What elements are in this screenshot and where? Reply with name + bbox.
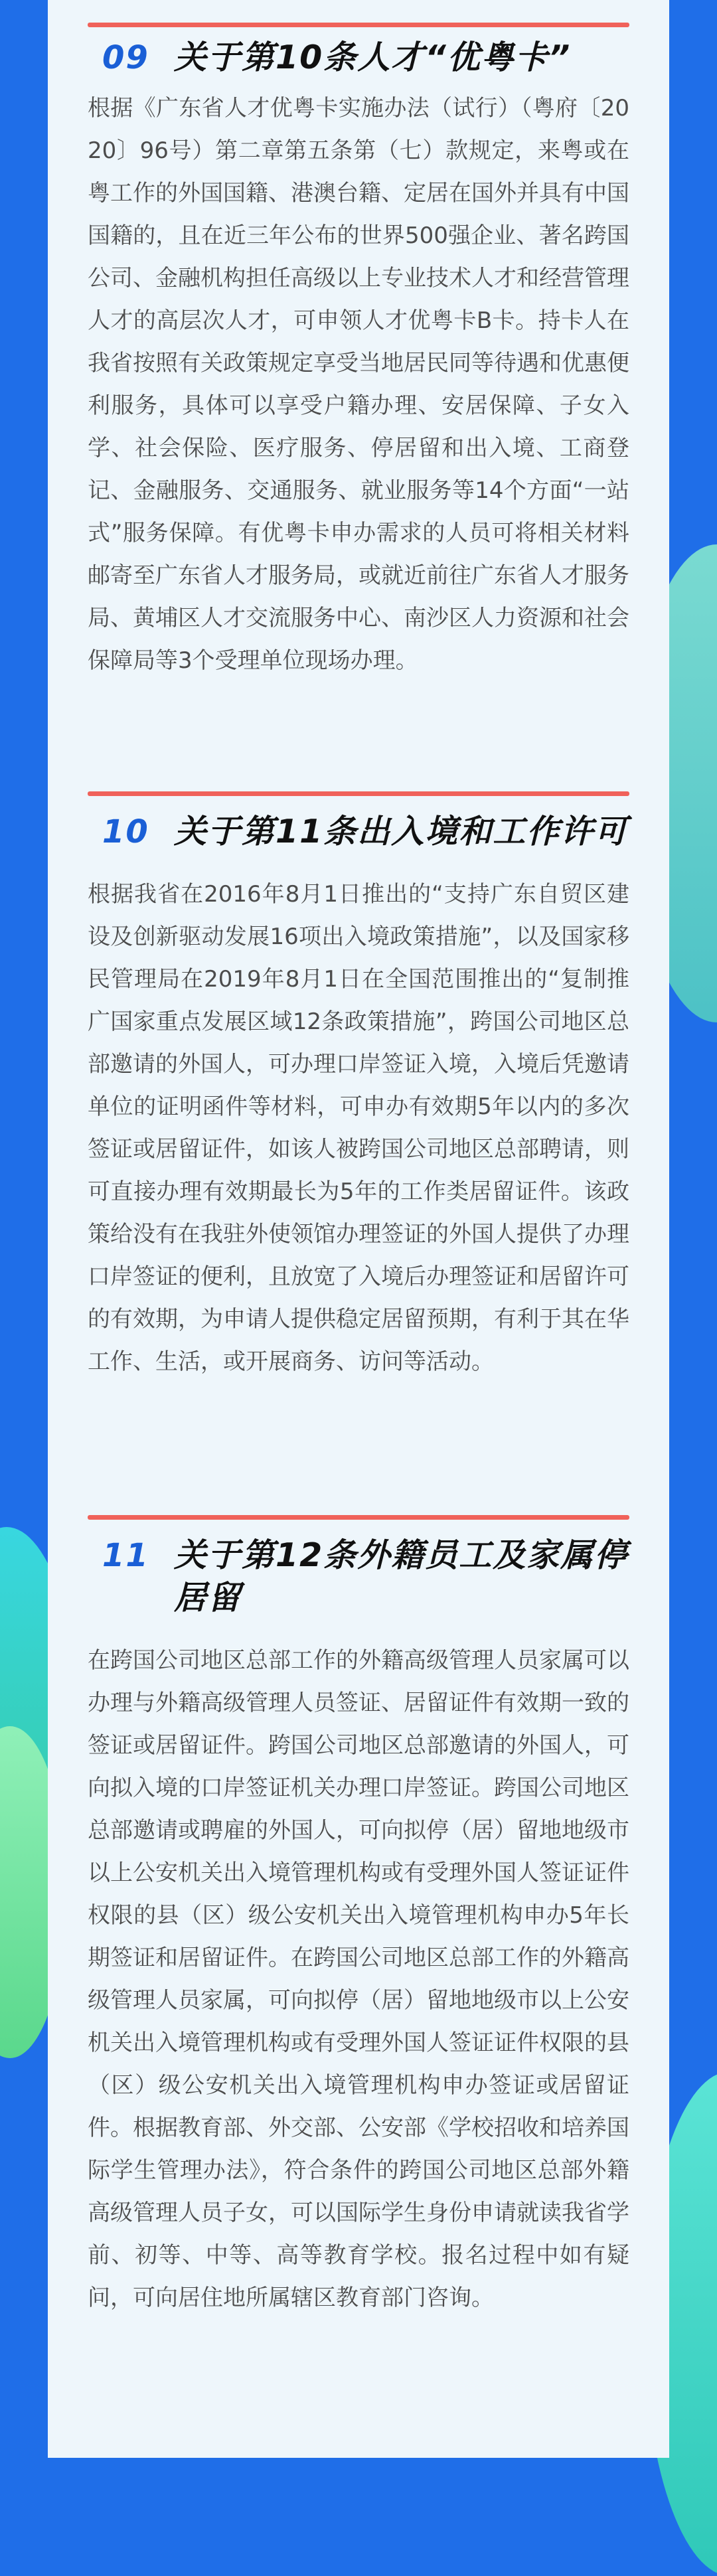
section-number: 11 <box>102 1537 149 1574</box>
section-divider <box>88 1515 629 1520</box>
section-title: 关于第10条人才“优粤卡” <box>174 39 572 76</box>
section-heading <box>88 37 629 79</box>
section-number: 09 <box>102 39 149 76</box>
section-heading <box>88 1534 629 1619</box>
section-divider <box>88 23 629 27</box>
section-title: 关于第11条出入境和工作许可 <box>174 813 629 850</box>
section-heading <box>88 811 629 853</box>
content-panel <box>48 0 669 2458</box>
section-number: 10 <box>102 813 149 850</box>
policy-section-10 <box>88 791 629 1383</box>
section-body: 根据我省在2016年8月1日推出的“支持广东自贸区建设及创新驱动发展16项出入境政策措施”，以及国家移民管理局在2019年8月1日在全国范围推出的“复制推广国家重点发展区域12条政策措施”，跨国公司地区总部邀请的外国人，可办理口岸签证入境，入境后凭邀请单位的证明函件等材料，可申办有效期5年以内的多次签证或居留证件，如该人被跨国公司地区总部聘请，则可直接办理有效期最长为5年的工作类居留证件。该政策给没有在我驻外使领馆办理签证的外国人提供了办理口岸签证的便利，且放宽了入境后办理签证和居留许可的有效期，为申请人提供稳定居留预期，有利于其在华工作、生活，或开展商务、访问等活动。 <box>88 881 629 1375</box>
section-body: 在跨国公司地区总部工作的外籍高级管理人员家属可以办理与外籍高级管理人员签证、居留证件有效期一致的签证或居留证件。跨国公司地区总部邀请的外国人，可向拟入境的口岸签证机关办理口岸签证。跨国公司地区总部邀请或聘雇的外国人，可向拟停（居）留地地级市以上公安机关出入境管理机构或有受理外国人签证证件权限的县（区）级公安机关出入境管理机构申办5年长期签证和居留证件。在跨国公司地区总部工作的外籍高级管理人员家属，可向拟停（居）留地地级市以上公安机关出入境管理机构或有受理外国人签证证件权限的县（区）级公安机关出入境管理机构申办签证或居留证件。根据教育部、外交部、公安部《学校招收和培养国际学生管理办法》，符合条件的跨国公司地区总部外籍高级管理人员子女，可以国际学生身份申请就读我省学前、初等、中等、高等教育学校。报名过程中如有疑问，可向居住地所属辖区教育部门咨询。 <box>88 1647 629 2311</box>
policy-section-09 <box>88 23 629 682</box>
section-title: 关于第12条外籍员工及家属停居留 <box>174 1536 629 1617</box>
policy-section-11 <box>88 1515 629 2319</box>
section-divider <box>88 791 629 796</box>
section-body: 根据《广东省人才优粤卡实施办法（试行）（粤府〔2020〕96号）第二章第五条第（七）款规定，来粤或在粤工作的外国国籍、港澳台籍、定居在国外并具有中国国籍的，且在近三年公布的世界500强企业、著名跨国公司、金融机构担任高级以上专业技术人才和经营管理人才的高层次人才，可申领人才优粤卡B卡。持卡人在我省按照有关政策规定享受当地居民同等待遇和优惠便利服务，具体可以享受户籍办理、安居保障、子女入学、社会保险、医疗服务、停居留和出入境、工商登记、金融服务、交通服务、就业服务等14个方面“一站式”服务保障。有优粤卡申办需求的人员可将相关材料邮寄至广东省人才服务局，或就近前往广东省人才服务局、黄埔区人才交流服务中心、南沙区人力资源和社会保障局等3个受理单位现场办理。 <box>88 95 629 674</box>
